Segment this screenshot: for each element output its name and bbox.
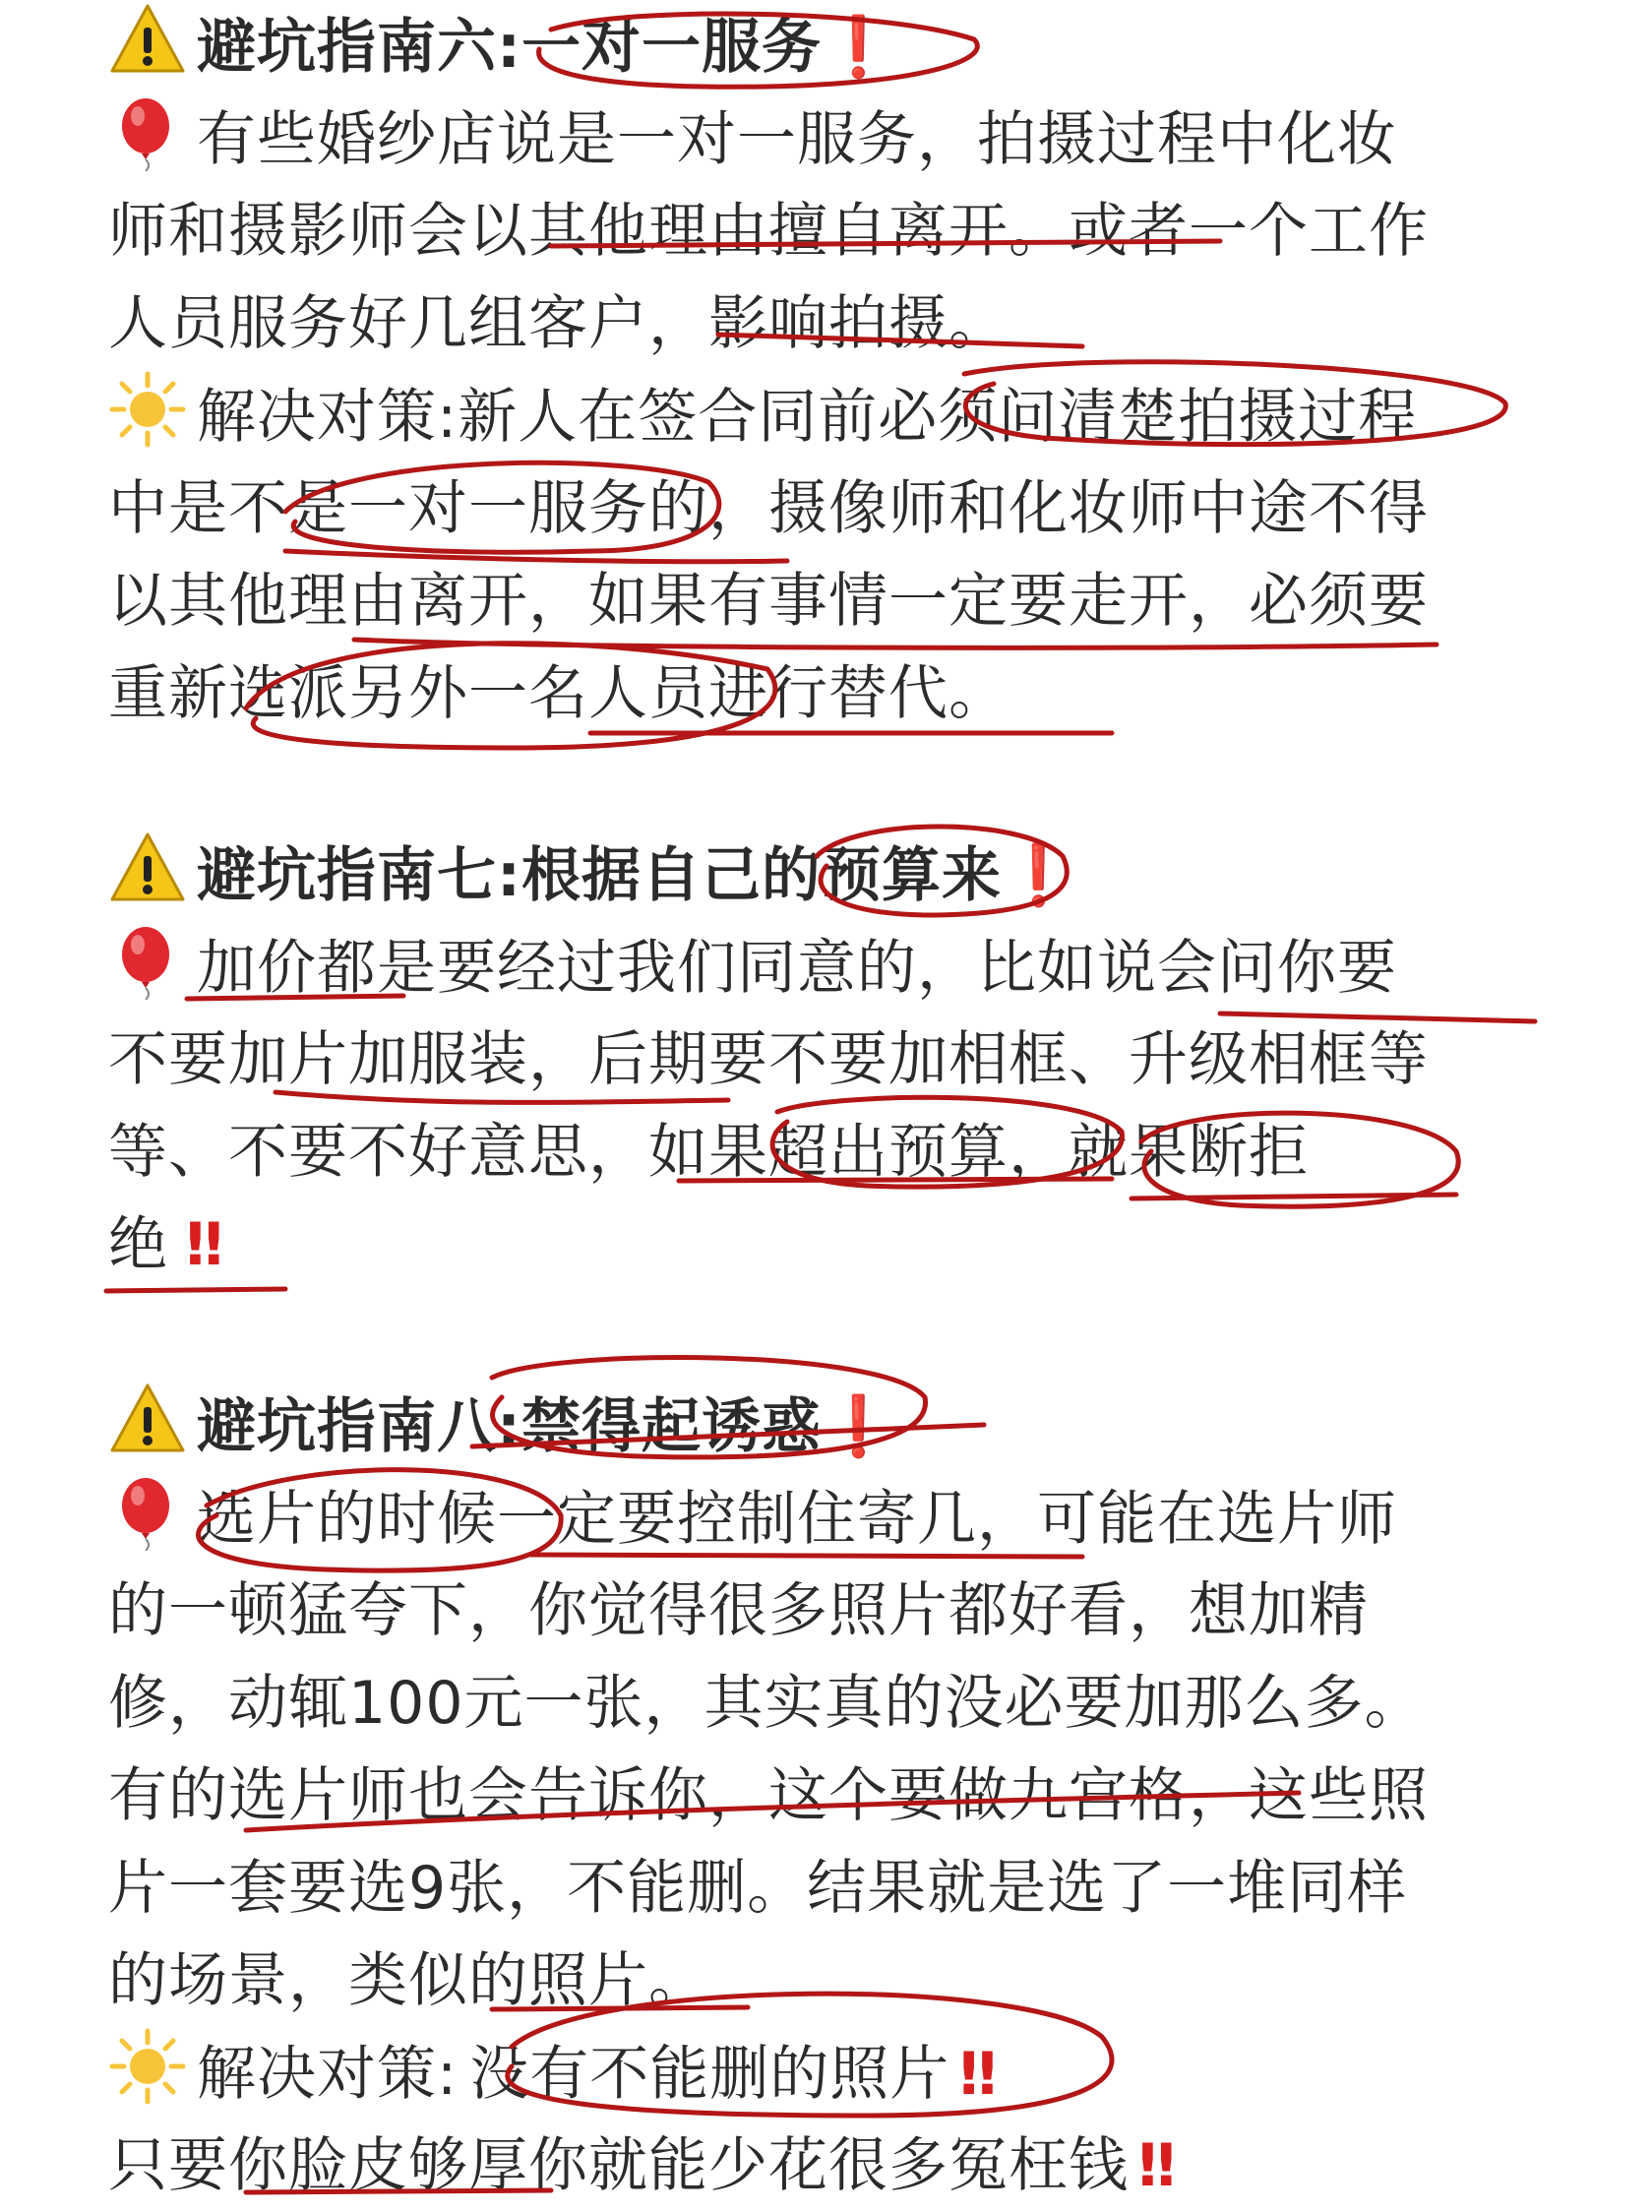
section-6-solution-text-3: 以其他理由离开，如果有事情一定要走开，必须要 <box>108 567 1429 636</box>
double-exclamation-icon: ‼ <box>1138 2131 1177 2200</box>
section-8-solution-label: 解决对策: <box>197 2040 459 2109</box>
double-exclamation-icon: ‼ <box>186 1210 224 1279</box>
section-7-title <box>108 829 1076 921</box>
section-6-solution-line-2 <box>108 462 1429 555</box>
section-6-title-key: 一对一服务 <box>521 13 822 82</box>
section-8-problem-text-6: 的场景，类似的照片。 <box>108 1946 708 2015</box>
section-7-title-prefix: 避坑指南七:根据自己 <box>197 841 762 910</box>
section-6-solution-text-4: 重新选派另外一名人员进行替代。 <box>108 659 1009 728</box>
section-6-problem-text-2: 师和摄影师会以其他理由擅自离开。或者一个工作 <box>108 197 1429 266</box>
warning-icon <box>108 829 187 907</box>
section-6-solution-line-1 <box>108 370 1418 462</box>
section-6-solution-line-3 <box>108 555 1429 647</box>
section-6-title-prefix: 避坑指南六: <box>197 13 521 82</box>
sun-icon <box>108 2027 187 2106</box>
section-6-problem-text-3: 人员服务好几组客户，影响拍摄。 <box>108 289 1009 358</box>
section-8-solution-text-1: 没有不能删的照片 <box>469 2040 950 2109</box>
section-7-problem-line-2 <box>108 1014 1429 1106</box>
section-6-solution-label: 解决对策: <box>197 383 459 452</box>
section-6-solution-line-4 <box>108 647 1009 740</box>
section-7-problem-text-1: 加价都是要经过我们同意的，比如说会问你要 <box>197 934 1397 1003</box>
section-7-problem-text-3: 等、不要不好意思，如果超出预算，就果断拒 <box>108 1118 1309 1187</box>
section-8-solution-text-2: 只要你脸皮够厚你就能少花很多冤枉钱 <box>108 2131 1129 2200</box>
section-7-problem-text-4: 绝 <box>108 1210 168 1279</box>
section-8-solution-line-1 <box>108 2027 998 2120</box>
section-6-solution-text-2: 中是不是一对一服务的，摄像师和化妆师中途不得 <box>108 474 1429 543</box>
section-8-problem-text-5: 片一套要选9张，不能删。结果就是选了一堆同样 <box>108 1854 1408 1923</box>
section-8-title <box>108 1380 896 1472</box>
section-8-title-key: 禁得起诱惑 <box>521 1392 822 1461</box>
double-exclamation-icon: ‼ <box>959 2040 998 2109</box>
section-8-problem-text-1: 选片的时候一定要控制住寄几，可能在选片师 <box>197 1485 1397 1554</box>
section-8-problem-line-5 <box>108 1842 1407 1935</box>
section-8-title-prefix: 避坑指南八: <box>197 1392 521 1461</box>
section-7-problem-line-4 <box>108 1198 224 1291</box>
warning-icon <box>108 0 187 79</box>
balloon-icon <box>108 921 187 1000</box>
section-7-problem-text-2: 不要加片加服装，后期要不要加相框、升级相框等 <box>108 1025 1429 1094</box>
balloon-icon <box>108 1472 187 1551</box>
balloon-icon <box>108 92 187 171</box>
section-7-title-key: 的预算来 <box>762 841 1002 910</box>
section-8-problem-line-2 <box>108 1565 1369 1657</box>
exclamation-icon: ❗ <box>1002 841 1076 910</box>
section-6-problem-text-1: 有些婚纱店说是一对一服务，拍摄过程中化妆 <box>197 105 1397 174</box>
section-7-problem-line-1 <box>108 921 1397 1014</box>
section-6-title <box>108 0 896 92</box>
sun-icon <box>108 370 187 449</box>
section-6-problem-line-2 <box>108 185 1429 277</box>
section-7-problem-line-3 <box>108 1106 1309 1198</box>
exclamation-icon: ❗ <box>822 13 896 82</box>
section-6-problem-line-3 <box>108 277 1009 370</box>
section-8-problem-text-2: 的一顿猛夸下，你觉得很多照片都好看，想加精 <box>108 1576 1369 1645</box>
section-8-problem-line-4 <box>108 1750 1429 1842</box>
section-6-problem-line-1 <box>108 92 1397 185</box>
section-8-problem-line-6 <box>108 1935 708 2027</box>
section-8-problem-text-3: 修，动辄100元一张，其实真的没必要加那么多。 <box>108 1669 1425 1738</box>
section-8-problem-line-3 <box>108 1657 1425 1750</box>
section-8-problem-line-1 <box>108 1472 1397 1565</box>
section-6-solution-text-1: 新人在签合同前必须问清楚拍摄过程 <box>458 383 1419 452</box>
section-8-problem-text-4: 有的选片师也会告诉你，这个要做九宫格，这些照 <box>108 1761 1429 1830</box>
exclamation-icon: ❗ <box>822 1392 896 1461</box>
warning-icon <box>108 1380 187 1458</box>
